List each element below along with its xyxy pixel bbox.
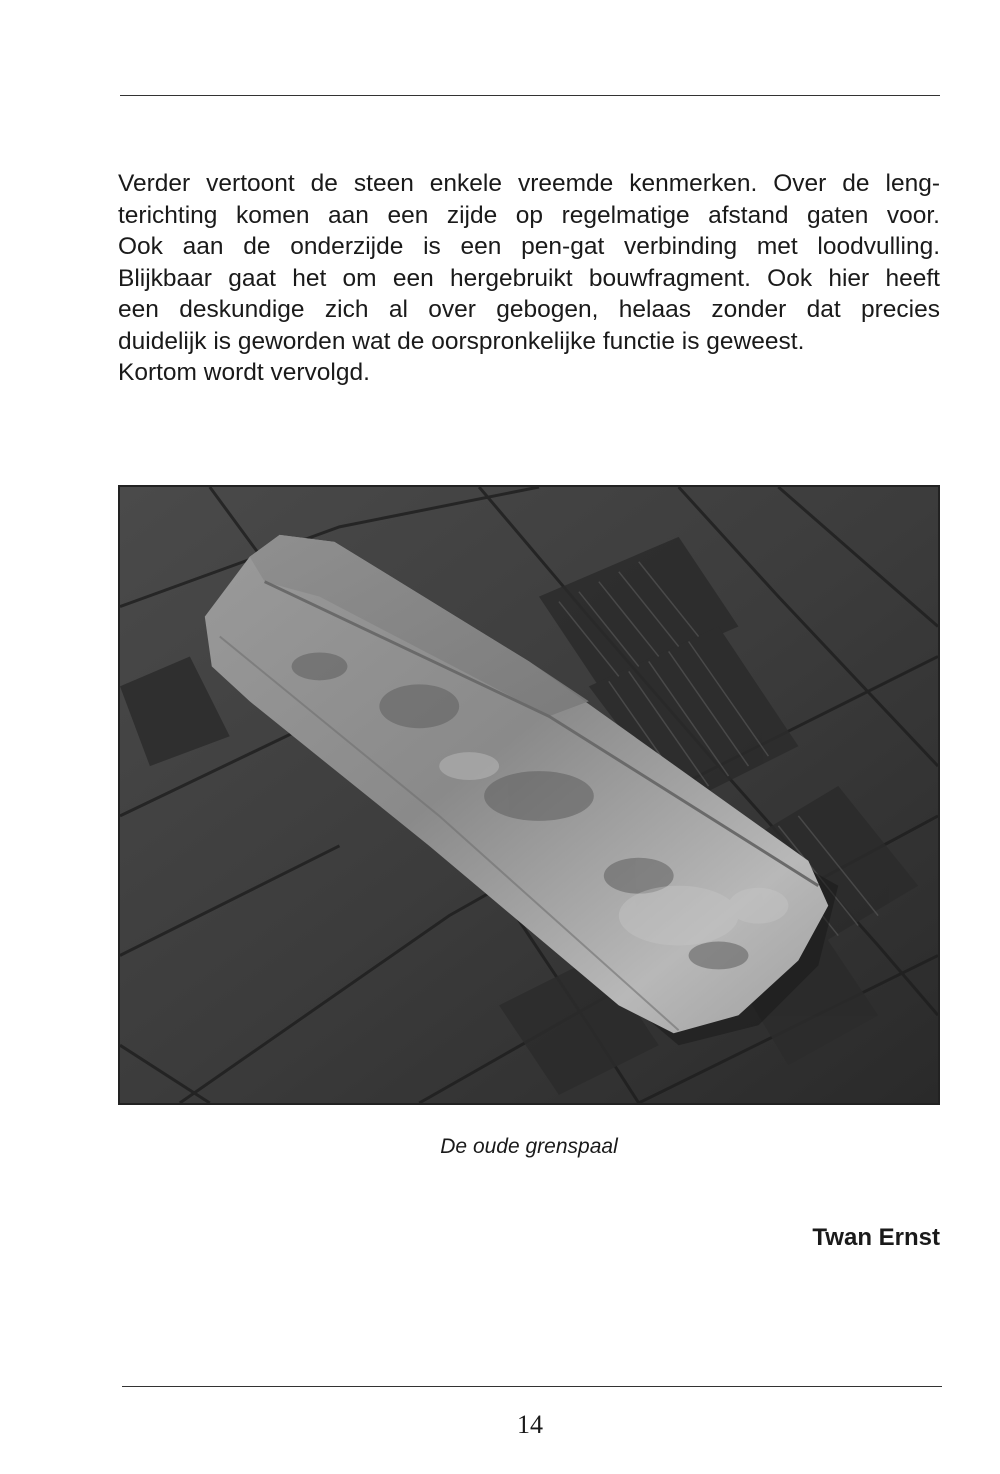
author-name: Twan Ernst	[812, 1224, 940, 1251]
photo-caption: De oude grenspaal	[440, 1135, 618, 1158]
body-line: Verder vertoont de steen enkele vreemde kenmerken. Over de leng-	[118, 170, 940, 197]
body-line: terichting komen aan een zijde op regelmatige afstand gaten voor.	[118, 201, 940, 229]
top-rule	[120, 95, 940, 96]
body-line: Ook aan de onderzijde is een pen-gat verbinding met loodvulling.	[118, 233, 940, 260]
boundary-stone-photo	[118, 485, 940, 1105]
photo-illustration	[120, 487, 938, 1103]
body-line: een deskundige zich al over gebogen, helaas zonder dat precies	[118, 296, 940, 323]
bottom-rule	[122, 1386, 942, 1387]
body-paragraph	[118, 168, 940, 389]
body-line: duidelijk is geworden wat de oorspronkelijke functie is geweest.	[118, 327, 805, 355]
body-line: Blijkbaar gaat het om een hergebruikt bouwfragment. Ook hier heeft	[118, 264, 940, 292]
body-line: Kortom wordt vervolgd.	[118, 359, 370, 386]
page-number: 14	[517, 1410, 543, 1439]
